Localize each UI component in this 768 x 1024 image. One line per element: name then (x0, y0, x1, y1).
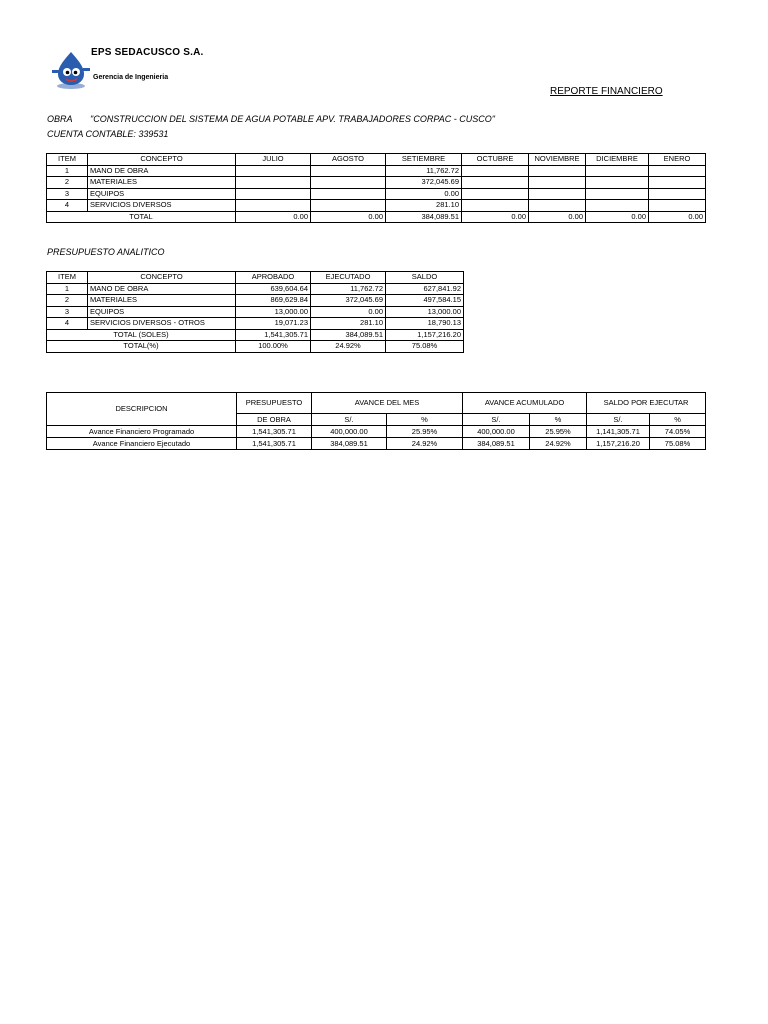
cell: 0.00 (529, 211, 586, 223)
cell (462, 165, 529, 177)
col-header: CONCEPTO (88, 272, 236, 284)
analytic-budget-table (46, 271, 464, 353)
table-row (47, 165, 706, 177)
cell (311, 200, 386, 212)
cell: 75.08% (386, 341, 464, 353)
cell: 627,841.92 (386, 283, 464, 295)
table-row (47, 426, 706, 438)
cell: SERVICIOS DIVERSOS - OTROS (88, 318, 236, 330)
col-header: SALDO (386, 272, 464, 284)
col-header-soles: S/. (312, 414, 387, 426)
cell (586, 200, 649, 212)
cell: 3 (47, 188, 88, 200)
col-header-de-obra: DE OBRA (237, 414, 312, 426)
col-header: JULIO (236, 154, 311, 166)
col-header-soles: S/. (463, 414, 530, 426)
col-header-avance-acumulado: AVANCE ACUMULADO (463, 393, 587, 414)
cell: 1 (47, 283, 88, 295)
col-header: OCTUBRE (462, 154, 529, 166)
cell: 639,604.64 (236, 283, 311, 295)
cell: MANO DE OBRA (88, 283, 236, 295)
cell (649, 165, 706, 177)
table-row (47, 188, 706, 200)
report-title: REPORTE FINANCIERO (550, 86, 663, 97)
table-row (47, 438, 706, 450)
cell: 0.00 (586, 211, 649, 223)
col-header: APROBADO (236, 272, 311, 284)
cell: 4 (47, 318, 88, 330)
cell (586, 165, 649, 177)
cell: 497,584.15 (386, 295, 464, 307)
cell (529, 200, 586, 212)
cell: 400,000.00 (312, 426, 387, 438)
cell: Avance Financiero Ejecutado (47, 438, 237, 450)
table-header-row (47, 154, 706, 166)
col-header-saldo: SALDO POR EJECUTAR (587, 393, 706, 414)
table-row (47, 283, 464, 295)
cell (649, 188, 706, 200)
table-header-row (47, 393, 706, 414)
cell: 372,045.69 (311, 295, 386, 307)
cell: 1,541,305.71 (237, 438, 312, 450)
col-header: ITEM (47, 154, 88, 166)
col-header: NOVIEMBRE (529, 154, 586, 166)
cell (586, 177, 649, 189)
table-row (47, 177, 706, 189)
cell: 1,157,216.20 (587, 438, 650, 450)
cell (529, 177, 586, 189)
cell: 0.00 (236, 211, 311, 223)
table-total-row (47, 211, 706, 223)
cell: 24.92% (311, 341, 386, 353)
cell: 74.05% (650, 426, 706, 438)
col-header: ENERO (649, 154, 706, 166)
analytic-section-title: PRESUPUESTO ANALITICO (47, 247, 165, 257)
cell: 1,541,305.71 (237, 426, 312, 438)
cell (649, 177, 706, 189)
col-header-soles: S/. (587, 414, 650, 426)
cell: 13,000.00 (236, 306, 311, 318)
table-row (47, 200, 706, 212)
table-total-row (47, 329, 464, 341)
sedacusco-logo (50, 50, 92, 90)
cell: 13,000.00 (386, 306, 464, 318)
cell: 869,629.84 (236, 295, 311, 307)
cell: 1,141,305.71 (587, 426, 650, 438)
col-header-presupuesto: PRESUPUESTO (237, 393, 312, 414)
cell: 384,089.51 (312, 438, 387, 450)
cell: 281.10 (386, 200, 462, 212)
obra-value: "CONSTRUCCION DEL SISTEMA DE AGUA POTABLE APV. TRABAJADORES CORPAC - CUSCO" (90, 114, 495, 124)
cell: 384,089.51 (311, 329, 386, 341)
total-label: TOTAL (47, 211, 236, 223)
col-header: SETIEMBRE (386, 154, 462, 166)
col-header: CONCEPTO (88, 154, 236, 166)
cell: 11,762.72 (311, 283, 386, 295)
cell: 2 (47, 295, 88, 307)
financial-progress-table (46, 392, 706, 450)
cell (311, 188, 386, 200)
cell (462, 177, 529, 189)
cell (529, 165, 586, 177)
table-row (47, 318, 464, 330)
col-header: EJECUTADO (311, 272, 386, 284)
cell: 384,089.51 (386, 211, 462, 223)
cell: 4 (47, 200, 88, 212)
cell: 11,762.72 (386, 165, 462, 177)
cell: 281.10 (311, 318, 386, 330)
cell: 2 (47, 177, 88, 189)
cell: 1,157,216.20 (386, 329, 464, 341)
col-header-pct: % (387, 414, 463, 426)
cell: 372,045.69 (386, 177, 462, 189)
cell (311, 165, 386, 177)
cell: 24.92% (387, 438, 463, 450)
cell: MATERIALES (88, 177, 236, 189)
cell (586, 188, 649, 200)
cell: EQUIPOS (88, 188, 236, 200)
cell: 18,790.13 (386, 318, 464, 330)
cell: 0.00 (386, 188, 462, 200)
cell (462, 188, 529, 200)
obra-label: OBRA (47, 114, 73, 124)
col-header-pct: % (650, 414, 706, 426)
cell: 75.08% (650, 438, 706, 450)
col-header-avance-mes: AVANCE DEL MES (312, 393, 463, 414)
cell: 25.95% (530, 426, 587, 438)
department-name: Gerencia de Ingenieria (93, 74, 169, 81)
table-row (47, 306, 464, 318)
cell (236, 165, 311, 177)
cell: 19,071.23 (236, 318, 311, 330)
cell: 0.00 (462, 211, 529, 223)
cell: 25.95% (387, 426, 463, 438)
cell (311, 177, 386, 189)
cell: 0.00 (311, 306, 386, 318)
table-total-pct-row (47, 341, 464, 353)
col-header: DICIEMBRE (586, 154, 649, 166)
col-header: ITEM (47, 272, 88, 284)
cell: 0.00 (311, 211, 386, 223)
cell (649, 200, 706, 212)
cell: 0.00 (649, 211, 706, 223)
cell: 1 (47, 165, 88, 177)
col-header-pct: % (530, 414, 587, 426)
monthly-expense-table (46, 153, 706, 223)
cell: 400,000.00 (463, 426, 530, 438)
company-name: EPS SEDACUSCO S.A. (91, 47, 204, 58)
total-pct-label: TOTAL(%) (47, 341, 236, 353)
cell: MANO DE OBRA (88, 165, 236, 177)
col-header-descripcion: DESCRIPCION (47, 393, 237, 426)
cell (462, 200, 529, 212)
table-row (47, 295, 464, 307)
cell (529, 188, 586, 200)
total-soles-label: TOTAL (SOLES) (47, 329, 236, 341)
cell: 1,541,305.71 (236, 329, 311, 341)
table-header-row (47, 272, 464, 284)
cell: 100.00% (236, 341, 311, 353)
cell: 3 (47, 306, 88, 318)
cuenta-contable: CUENTA CONTABLE: 339531 (47, 129, 169, 139)
cell: 384,089.51 (463, 438, 530, 450)
cell: MATERIALES (88, 295, 236, 307)
cell (236, 188, 311, 200)
cell: 24.92% (530, 438, 587, 450)
cell (236, 177, 311, 189)
cell: SERVICIOS DIVERSOS (88, 200, 236, 212)
cell: EQUIPOS (88, 306, 236, 318)
cell: Avance Financiero Programado (47, 426, 237, 438)
col-header: AGOSTO (311, 154, 386, 166)
cell (236, 200, 311, 212)
